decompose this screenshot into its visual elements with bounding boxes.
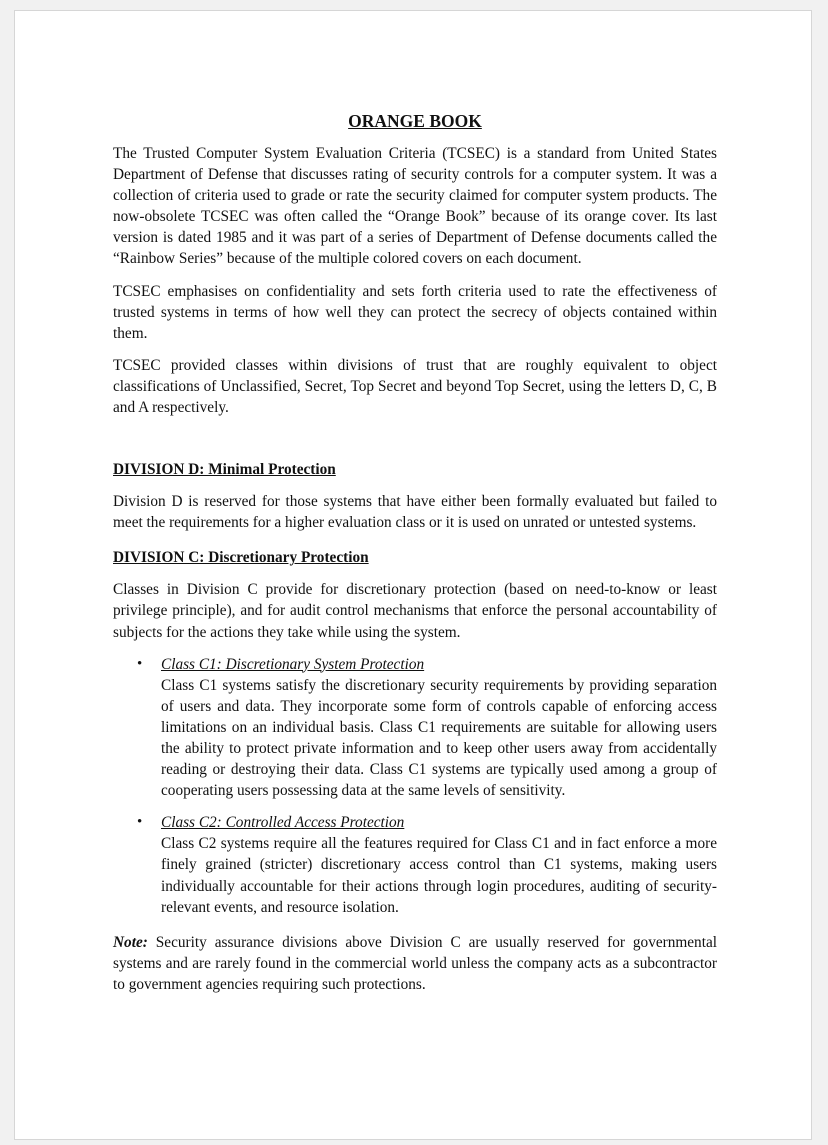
class-c1-text: Class C1 systems satisfy the discretionary security requirements by providing separation of users and data. They incorporate some form of controls capable of enforcing access limitations on an individual basis. Class C1 requirements are suitable for allowing users the ability to protect private information and to keep other users away from accidentally reading or destroying their data. Class C1 systems are typically used among a group of cooperating users possessing data at the same levels of sensitivity. bbox=[161, 676, 717, 800]
intro-paragraph-2: TCSEC emphasises on confidentiality and sets forth criteria used to rate the effectiveness of trusted systems in terms of how well they can protect the secrecy of objects contained within them. bbox=[113, 282, 717, 342]
document-title: ORANGE BOOK bbox=[348, 111, 482, 131]
note-label: Note: bbox=[113, 933, 148, 951]
class-c2-title: Class C2: Controlled Access Protection bbox=[161, 814, 405, 832]
division-d-heading: DIVISION D: Minimal Protection bbox=[113, 461, 336, 479]
document-content bbox=[113, 111, 717, 1006]
note-paragraph bbox=[113, 932, 717, 995]
intro-paragraph-1: The Trusted Computer System Evaluation Criteria (TCSEC) is a standard from United States Department of Defense that discusses rating of security controls for a computer system. It was a collection of criteria used to grade or rate the security claimed for computer system products. The now-obsolete TCSEC was often called the “Orange Book” because of its orange cover. Its last version is dated 1985 and it was part of a series of Department of Defense documents called the “Rainbow Series” because of the multiple colored covers on each document. bbox=[113, 145, 717, 268]
division-c-paragraph: Classes in Division C provide for discretionary protection (based on need-to-know or least privilege principle), and for audit control mechanisms that enforce the personal accountability of subjects for the actions they take while using the system. bbox=[113, 581, 717, 641]
division-d-paragraph: Division D is reserved for those systems that have either been formally evaluated but failed to meet the requirements for a higher evaluation class or it is used on unrated or untested systems. bbox=[113, 493, 717, 532]
class-c2-item bbox=[137, 812, 717, 917]
division-c-class-list bbox=[113, 654, 717, 918]
class-c2-text: Class C2 systems require all the features required for Class C1 and in fact enforce a more finely grained (stricter) discretionary access control than C1 systems, making users individually accountable for their actions through login procedures, auditing of security-relevant events, and resource isolation. bbox=[161, 835, 717, 916]
bullet-icon: • bbox=[137, 655, 143, 672]
document-page bbox=[14, 10, 812, 1140]
class-c1-title: Class C1: Discretionary System Protection bbox=[161, 655, 425, 673]
division-c-heading: DIVISION C: Discretionary Protection bbox=[113, 549, 369, 567]
note-text: Security assurance divisions above Division C are usually reserved for governmental systems and are rarely found in the commercial world unless the company acts as a subcontractor to government agencies requiring such protections. bbox=[113, 933, 717, 993]
class-c1-item bbox=[137, 654, 717, 802]
section-spacer bbox=[113, 429, 717, 459]
intro-paragraph-3: TCSEC provided classes within divisions of trust that are roughly equivalent to object classifications of Unclassified, Secret, Top Secret and beyond Top Secret, using the letters D, C, B and A respectively. bbox=[113, 356, 717, 417]
bullet-icon: • bbox=[137, 814, 143, 831]
